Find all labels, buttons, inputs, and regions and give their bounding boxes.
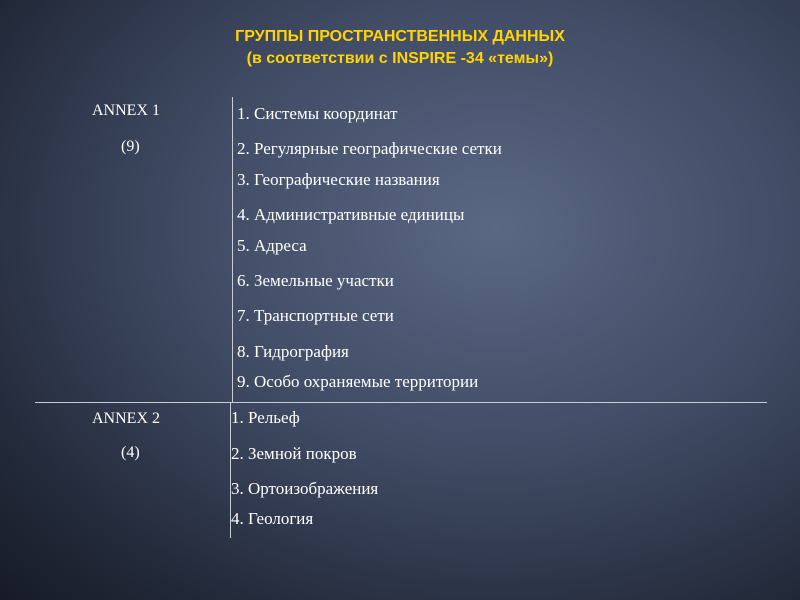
list-item: 2. Земной покров (231, 444, 357, 463)
list-item: 6. Земельные участки (237, 271, 394, 290)
list-item: 5. Адреса (237, 236, 307, 255)
list-item: 1. Рельеф (231, 408, 300, 427)
slide-title: ГРУППЫ ПРОСТРАНСТВЕННЫХ ДАННЫХ (235, 28, 565, 45)
slide-subtitle: (в соответствии с INSPIRE -34 «темы») (246, 50, 554, 67)
list-item: 7. Транспортные сети (237, 306, 394, 325)
annex2-count: (4) (121, 444, 140, 461)
list-item: 3. Ортоизображения (231, 479, 379, 498)
list-item: 1. Системы координат (237, 104, 398, 123)
annex1-label: ANNEX 1 (92, 102, 160, 119)
annex1-divider (232, 97, 233, 403)
list-item: 9. Особо охраняемые территории (237, 372, 479, 391)
list-item: 2. Регулярные географические сетки (237, 139, 502, 158)
annex1-count: (9) (121, 138, 140, 155)
list-item: 8. Гидрография (237, 342, 349, 361)
annex2-label: ANNEX 2 (92, 410, 160, 427)
list-item: 3. Географические названия (237, 170, 440, 189)
section-divider (35, 402, 767, 403)
list-item: 4. Геология (231, 509, 314, 528)
list-item: 4. Административные единицы (237, 205, 465, 224)
